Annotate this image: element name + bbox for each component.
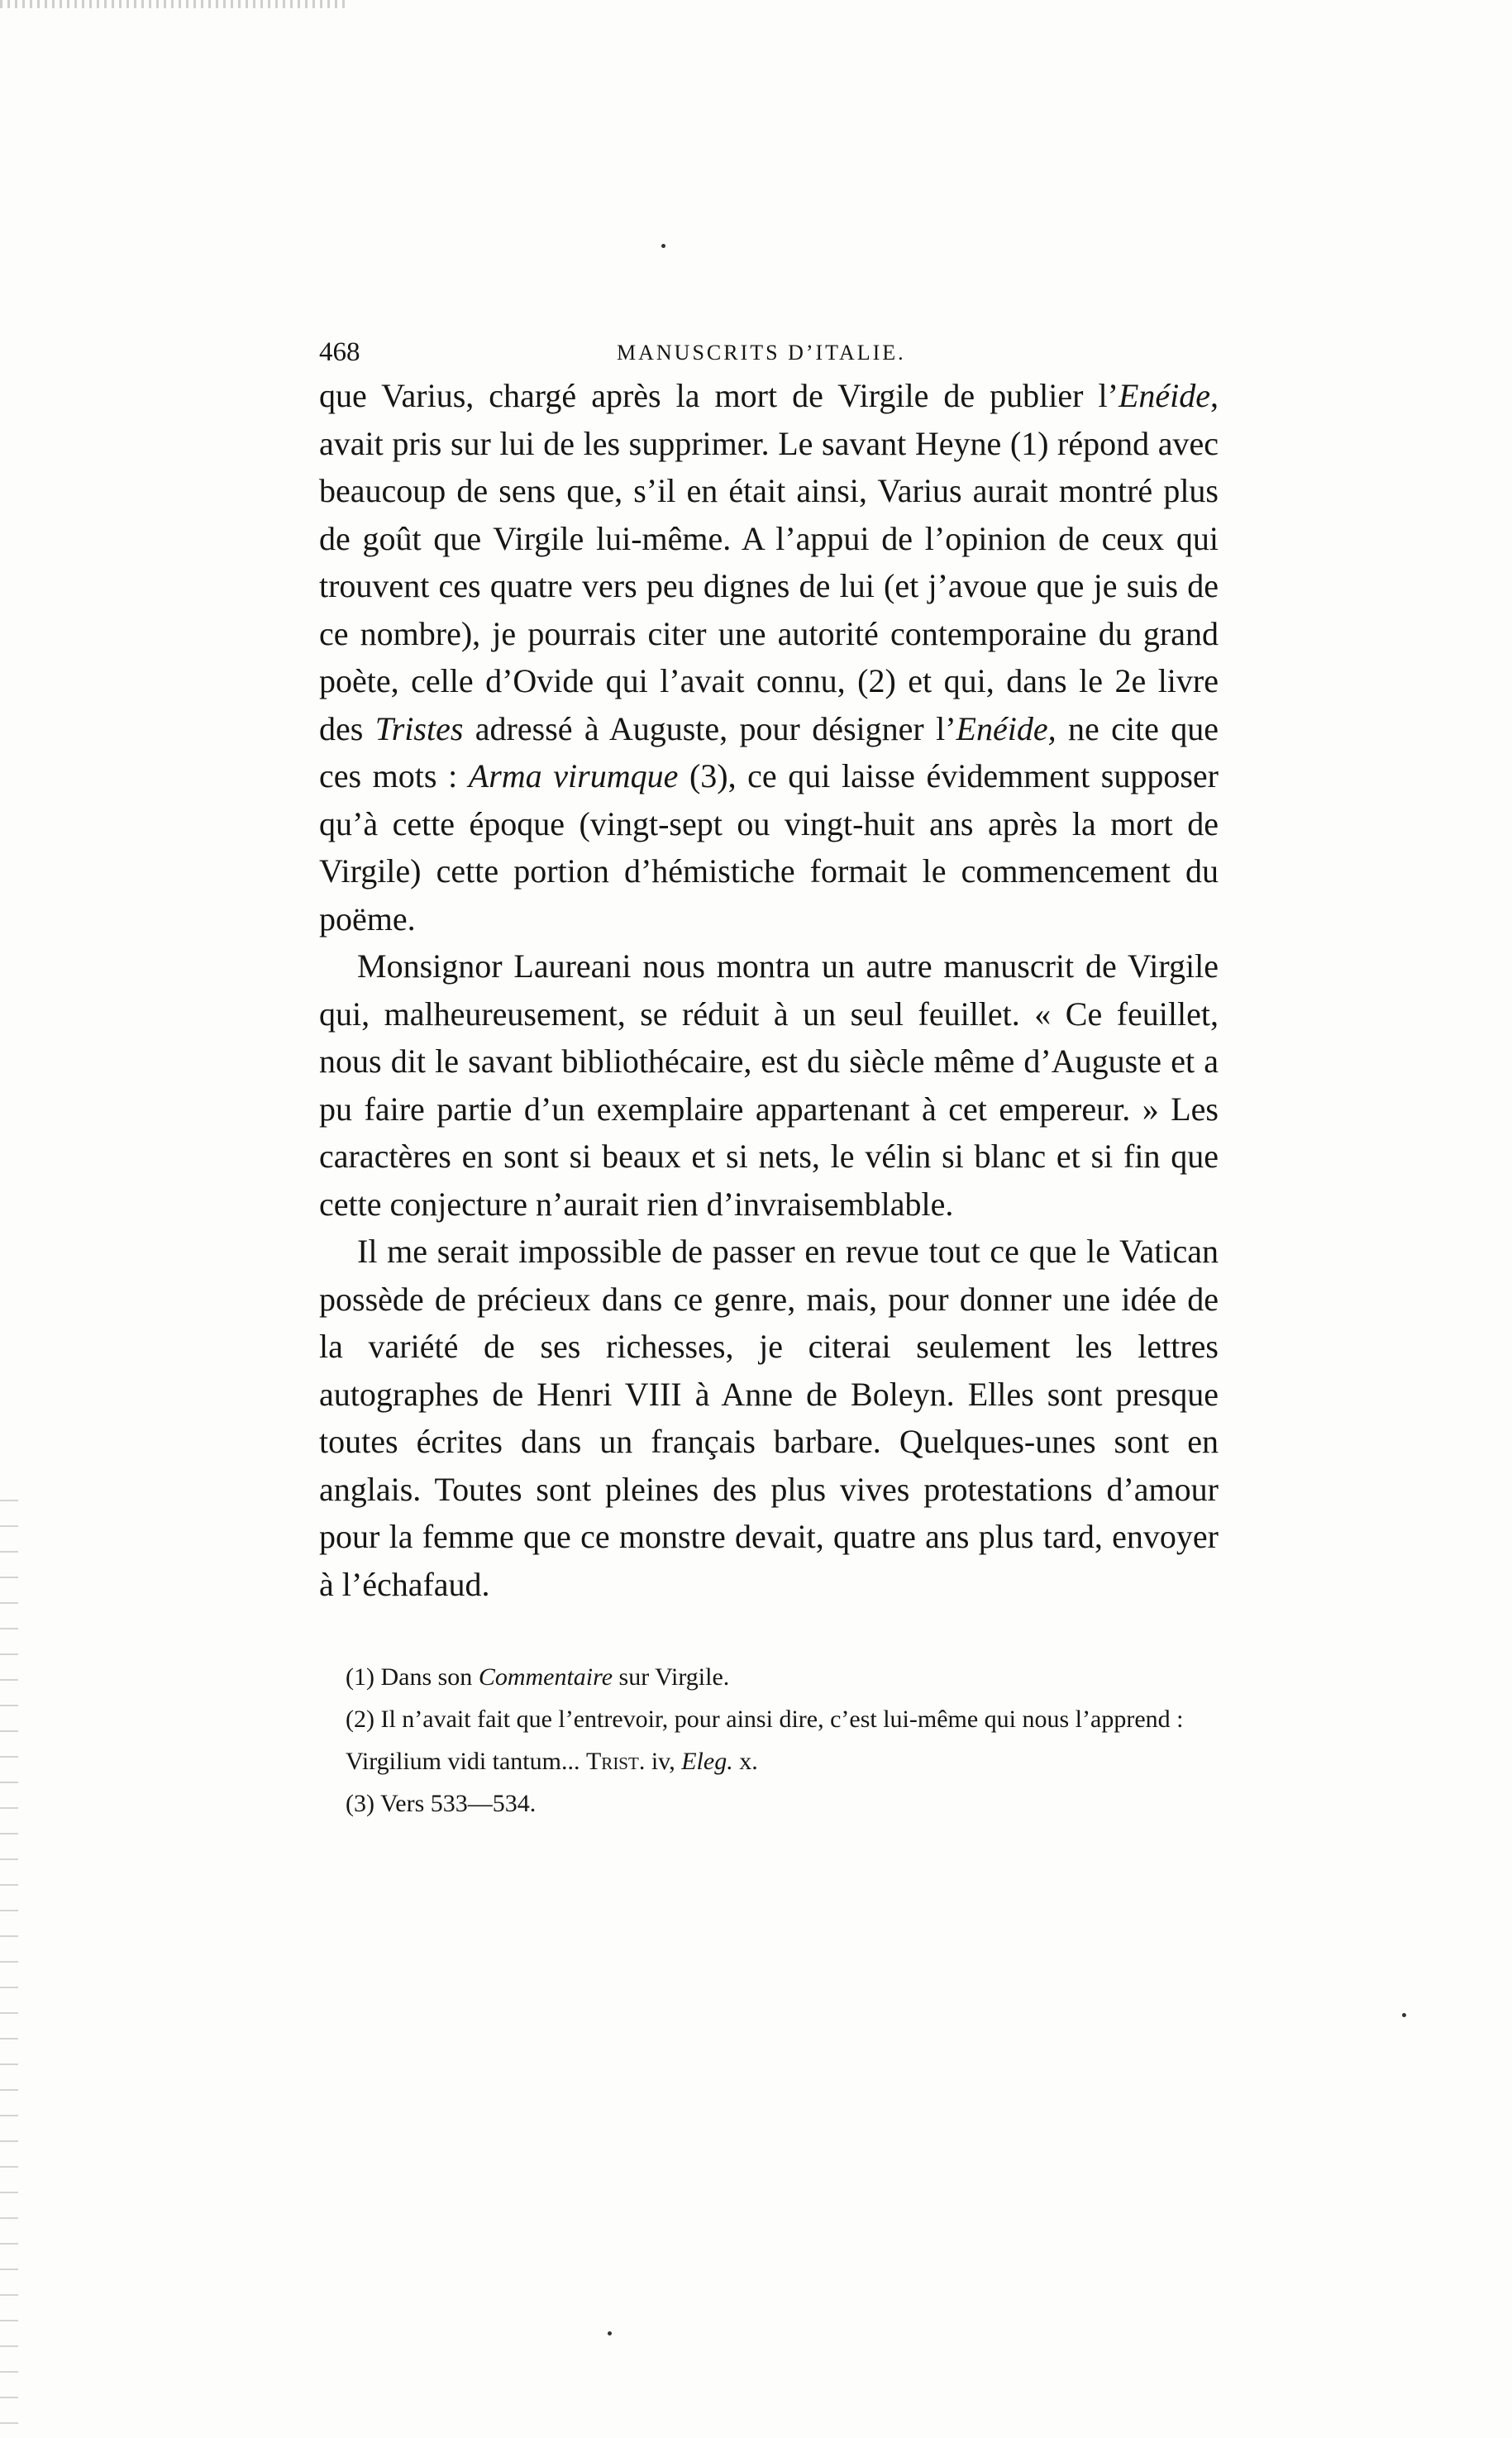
quote-text-a: Virgilium vidi tantum... [346, 1748, 586, 1775]
body-text [319, 372, 1219, 1608]
quote-small-caps: Trist. [585, 1748, 646, 1775]
footnote-3: (3) Vers 533—534. [346, 1790, 537, 1817]
paragraph-2: Monsignor Laureani nous montra un autre manuscrit de Virgile qui, malheureusement, se réduit à un seul feuillet. « Ce feuillet, nous dit le savant bibliothécaire, est du siècle même d’Auguste et a pu faire partie d’un exemplaire appartenant à cet empereur. » Les caractères en sont si beaux et si nets, le vélin si blanc et si fin que cette conjecture n’aurait rien d’invraisemblable. [319, 947, 1219, 1223]
paragraph-3: Il me serait impossible de passer en revue tout ce que le Vatican possède de précieux dans ce genre, mais, pour donner une idée de la variété de ses richesses, je citerai seulement les lettres autographes de Henri VIII à Anne de Boleyn. Elles sont presque toutes écrites dans un français barbare. Quelques-unes sont en anglais. Toutes sont pleines des plus vives protestations d’amour pour la femme que ce monstre devait, quatre ans plus tard, envoyer à l’échafaud. [319, 1233, 1219, 1603]
paragraph-1-text-1: que Varius, chargé après la mort de Virgile de publier l’ [319, 377, 1118, 414]
footnote-2-quote [319, 1740, 1219, 1782]
paragraph-1-text-2: , avait pris sur lui de les supprimer. Le savant Heyne (1) répond avec beaucoup de sens que, s’il en était ainsi, Varius aurait montré plus de goût que Virgile lui-même. A l’appui de l’opinion de ceux qui trouvent ces quatre vers peu dignes de lui (et j’avoue que je suis de ce nombre), je pourrais citer une autorité contemporaine du grand poète, celle d’Ovide qui l’avait connu, (2) et qui, dans le 2e livre des [319, 377, 1219, 747]
footnotes [319, 1656, 1219, 1825]
paragraph-1-text-5: (3), ce qui laisse évidemment supposer qu’à cette époque (vingt-sept ou vingt-huit ans après la mort de Virgile) cette portion d’hémistiche formait le commencement du poëme. [319, 757, 1219, 938]
footnote-2: (2) Il n’avait fait que l’entrevoir, pour ainsi dire, c’est lui-même qui nous l’apprend : [346, 1706, 1184, 1733]
running-header [319, 331, 1219, 372]
quote-text-c: x. [732, 1748, 758, 1775]
italic-eneide-2: Enéide, [956, 709, 1056, 747]
scan-speckle-gutter [0, 1488, 18, 2438]
scan-dot [661, 244, 665, 248]
italic-arma-virumque: Arma virumque [468, 757, 679, 794]
scan-dot [608, 2331, 612, 2335]
footnote-1-text-a: (1) Dans son [346, 1663, 479, 1691]
page-number: 468 [319, 337, 360, 367]
scan-dot [1402, 2013, 1406, 2017]
italic-eneide-1: Enéide [1118, 377, 1210, 414]
quote-text-b: iv, [645, 1748, 682, 1775]
quote-italic: Eleg. [681, 1748, 733, 1775]
book-page [319, 331, 1219, 1825]
paragraph-1 [319, 372, 1219, 942]
running-title: MANUSCRITS D’ITALIE. [617, 341, 906, 365]
scan-speckle-top [0, 0, 347, 8]
paragraph-1-text-3: adressé à Auguste, pour désigner l’ [463, 709, 956, 747]
footnote-1-italic: Commentaire [478, 1663, 613, 1691]
footnote-1 [319, 1656, 1219, 1698]
italic-tristes: Tristes [374, 709, 464, 747]
paragraph-1-text-4: ne cite que ces mots : [319, 709, 1219, 794]
footnote-1-text-b: sur Virgile. [613, 1663, 730, 1691]
